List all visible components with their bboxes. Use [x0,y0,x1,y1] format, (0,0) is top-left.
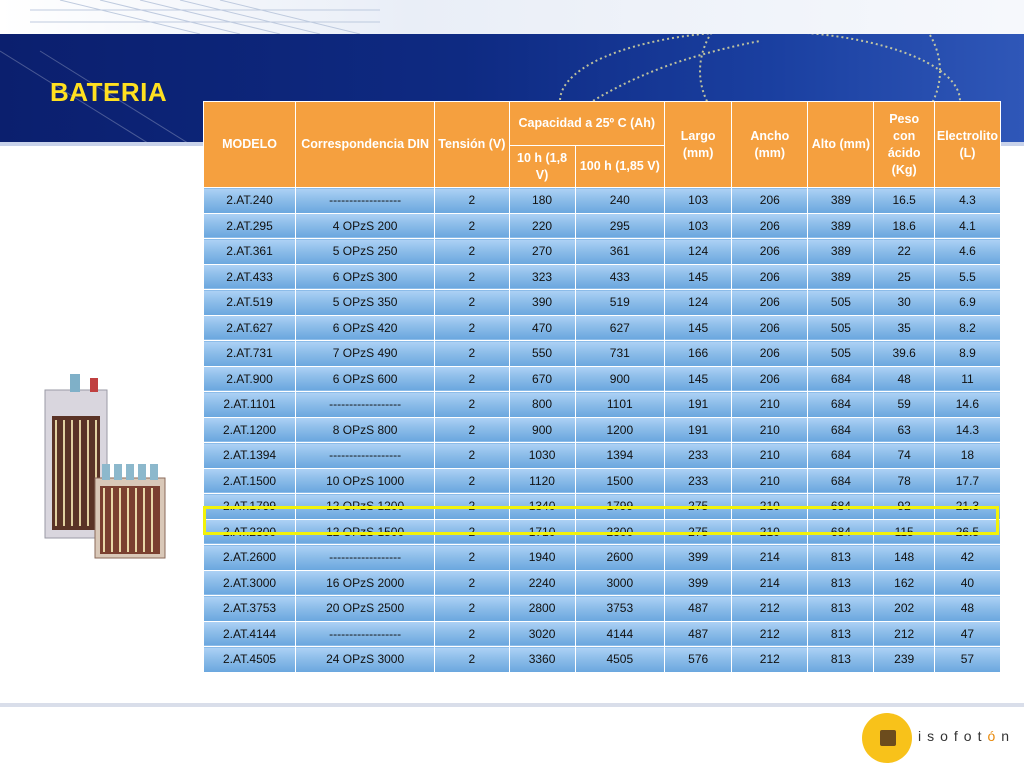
table-cell: 2 [435,188,509,214]
table-cell: 206 [732,213,808,239]
col-header-modelo: MODELO [204,102,296,188]
table-cell: 2600 [575,545,665,571]
table-row [204,468,1001,494]
col-header-electrolito: Electrolito (L) [934,102,1000,188]
battery-image [40,368,170,568]
table-cell: 2.AT.731 [204,341,296,367]
table-cell: 210 [732,392,808,418]
table-cell: 206 [732,341,808,367]
table-cell: 145 [665,315,732,341]
table-cell: 14.3 [934,417,1000,443]
table-cell: 2.AT.2300 [204,519,296,545]
table-row [204,596,1001,622]
table-cell: 4 OPzS 200 [296,213,435,239]
table-cell: 240 [575,188,665,214]
table-cell: 3753 [575,596,665,622]
table-cell: 124 [665,290,732,316]
table-cell: 4.6 [934,239,1000,265]
table-cell: 10 OPzS 1000 [296,468,435,494]
col-header-peso: Peso con ácido (Kg) [874,102,934,188]
table-cell: 2 [435,570,509,596]
footer-divider [0,703,1024,707]
table-cell: 24 OPzS 3000 [296,647,435,673]
table-cell: 270 [509,239,575,265]
table-cell: 361 [575,239,665,265]
table-cell: 1200 [575,417,665,443]
table-cell: 5 OPzS 250 [296,239,435,265]
table-cell: 627 [575,315,665,341]
table-cell: 1394 [575,443,665,469]
table-cell: 433 [575,264,665,290]
table-cell: 206 [732,366,808,392]
table-cell: 2.AT.1799 [204,494,296,520]
table-cell: 210 [732,468,808,494]
table-cell: 26.5 [934,519,1000,545]
page-title: BATERIA [50,77,168,107]
table-cell: 389 [808,239,874,265]
table-cell: 6 OPzS 300 [296,264,435,290]
table-cell: 2 [435,264,509,290]
table-cell: 212 [732,647,808,673]
table-cell: 6.9 [934,290,1000,316]
table-cell: ------------------ [296,545,435,571]
col-header-alto: Alto (mm) [808,102,874,188]
table-cell: 166 [665,341,732,367]
table-cell: 124 [665,239,732,265]
table-cell: ------------------ [296,188,435,214]
table-cell: 670 [509,366,575,392]
table-cell: 2.AT.4505 [204,647,296,673]
table-row [204,239,1001,265]
table-cell: 275 [665,494,732,520]
table-cell: 48 [934,596,1000,622]
table-cell: 16 OPzS 2000 [296,570,435,596]
col-header-largo: Largo (mm) [665,102,732,188]
table-cell: 1101 [575,392,665,418]
table-cell: 148 [874,545,934,571]
table-cell: 684 [808,392,874,418]
table-cell: 2 [435,417,509,443]
table-cell: 103 [665,213,732,239]
table-cell: 145 [665,264,732,290]
table-row [204,621,1001,647]
table-cell: 59 [874,392,934,418]
table-cell: 1120 [509,468,575,494]
table-cell: 2300 [575,519,665,545]
table-cell: 206 [732,239,808,265]
table-cell: 2 [435,392,509,418]
table-cell: 191 [665,417,732,443]
col-header-cap-10h: 10 h (1,8 V) [509,146,575,188]
table-cell: 4144 [575,621,665,647]
isofoton-logo-icon [862,713,912,763]
table-cell: 389 [808,188,874,214]
table-cell: 1940 [509,545,575,571]
table-cell: 2.AT.361 [204,239,296,265]
table-cell: 1710 [509,519,575,545]
col-header-capacidad: Capacidad a 25º C (Ah) [509,102,665,146]
table-cell: 8 OPzS 800 [296,417,435,443]
table-cell: 2 [435,468,509,494]
table-cell: 233 [665,468,732,494]
isofoton-logo-text: isofotón [918,728,1016,744]
col-header-din: Correspondencia DIN [296,102,435,188]
table-cell: 210 [732,417,808,443]
table-body [204,188,1001,673]
table-cell: 2.AT.3753 [204,596,296,622]
table-cell: 684 [808,468,874,494]
table-cell: 487 [665,596,732,622]
table-cell: 2240 [509,570,575,596]
table-cell: 74 [874,443,934,469]
table-cell: 684 [808,417,874,443]
table-cell: 47 [934,621,1000,647]
table-row [204,188,1001,214]
table-cell: 233 [665,443,732,469]
table-cell: 731 [575,341,665,367]
table-cell: 206 [732,315,808,341]
table-cell: 8.2 [934,315,1000,341]
table-row [204,341,1001,367]
table-cell: 212 [874,621,934,647]
table-cell: ------------------ [296,392,435,418]
col-header-ancho: Ancho (mm) [732,102,808,188]
table-cell: 1030 [509,443,575,469]
table-cell: 576 [665,647,732,673]
table-cell: 2 [435,213,509,239]
table-cell: 12 OPzS 1200 [296,494,435,520]
table-cell: 40 [934,570,1000,596]
table-cell: 505 [808,341,874,367]
table-cell: 5.5 [934,264,1000,290]
table-cell: 2 [435,443,509,469]
table-cell: 2 [435,647,509,673]
table-cell: 2.AT.1394 [204,443,296,469]
table-cell: 505 [808,315,874,341]
table-cell: 900 [575,366,665,392]
table-cell: 145 [665,366,732,392]
table-cell: 239 [874,647,934,673]
table-cell: 20 OPzS 2500 [296,596,435,622]
table-row [204,392,1001,418]
table-row [204,545,1001,571]
table-cell: 3360 [509,647,575,673]
table-cell: 900 [509,417,575,443]
table-cell: 295 [575,213,665,239]
table-cell: 2 [435,494,509,520]
table-cell: 2.AT.3000 [204,570,296,596]
table-cell: 35 [874,315,934,341]
table-cell: 12 OPzS 1500 [296,519,435,545]
table-cell: 487 [665,621,732,647]
table-cell: 684 [808,519,874,545]
table-cell: 800 [509,392,575,418]
table-row [204,213,1001,239]
table-cell: 6 OPzS 420 [296,315,435,341]
table-row [204,417,1001,443]
table-cell: 813 [808,596,874,622]
col-header-tension: Tensión (V) [435,102,509,188]
table-cell: 210 [732,519,808,545]
table-cell: 92 [874,494,934,520]
table-cell: 4.1 [934,213,1000,239]
table-cell: 18.6 [874,213,934,239]
table-cell: 399 [665,545,732,571]
table-cell: 202 [874,596,934,622]
table-cell: 813 [808,570,874,596]
table-row [204,570,1001,596]
table-cell: 4505 [575,647,665,673]
table-cell: 323 [509,264,575,290]
table-cell: 115 [874,519,934,545]
table-cell: 180 [509,188,575,214]
table-cell: 25 [874,264,934,290]
table-cell: 162 [874,570,934,596]
table-cell: 220 [509,213,575,239]
table-cell: 39.6 [874,341,934,367]
table-cell: 42 [934,545,1000,571]
table-cell: 2 [435,366,509,392]
table-cell: 2.AT.627 [204,315,296,341]
table-cell: 212 [732,596,808,622]
table-cell: 3000 [575,570,665,596]
table-cell: 7 OPzS 490 [296,341,435,367]
table-cell: ------------------ [296,621,435,647]
table-cell: 14.6 [934,392,1000,418]
table-cell: 2 [435,239,509,265]
table-cell: 684 [808,494,874,520]
table-cell: 684 [808,443,874,469]
highlighted-row-frame [203,506,999,535]
table-cell: 2 [435,545,509,571]
table-cell: 30 [874,290,934,316]
table-cell: 22 [874,239,934,265]
table-row [204,315,1001,341]
table-cell: 813 [808,621,874,647]
table-cell: 206 [732,264,808,290]
table-row [204,366,1001,392]
table-cell: 206 [732,290,808,316]
table-cell: 18 [934,443,1000,469]
table-cell: 214 [732,545,808,571]
table-cell: 3020 [509,621,575,647]
table-cell: 2.AT.1200 [204,417,296,443]
table-cell: 210 [732,443,808,469]
top-panel-background [0,0,1024,34]
table-cell: 2 [435,290,509,316]
table-cell: 2 [435,315,509,341]
table-cell: 813 [808,545,874,571]
table-cell: 2.AT.900 [204,366,296,392]
table-row [204,290,1001,316]
table-cell: 684 [808,366,874,392]
table-cell: 11 [934,366,1000,392]
table-cell: 550 [509,341,575,367]
table-cell: 2800 [509,596,575,622]
battery-specs-table [203,101,1001,673]
table-cell: 5 OPzS 350 [296,290,435,316]
table-cell: 2.AT.519 [204,290,296,316]
table-cell: 206 [732,188,808,214]
table-cell: 519 [575,290,665,316]
table-cell: 2.AT.1101 [204,392,296,418]
table-cell: 214 [732,570,808,596]
table-cell: 212 [732,621,808,647]
table-cell: 2.AT.433 [204,264,296,290]
table-cell: 470 [509,315,575,341]
table-cell: 1500 [575,468,665,494]
table-cell: 48 [874,366,934,392]
col-header-cap-100h: 100 h (1,85 V) [575,146,665,188]
table-cell: 275 [665,519,732,545]
table-cell: 8.9 [934,341,1000,367]
table-cell: 21.3 [934,494,1000,520]
table-cell: 2 [435,519,509,545]
table-cell: 4.3 [934,188,1000,214]
table-cell: 191 [665,392,732,418]
table-cell: 103 [665,188,732,214]
table-cell: 78 [874,468,934,494]
table-cell: 6 OPzS 600 [296,366,435,392]
table-cell: 210 [732,494,808,520]
table-cell: 2.AT.2600 [204,545,296,571]
table-cell: 2 [435,341,509,367]
table-cell: 1340 [509,494,575,520]
table-cell: 63 [874,417,934,443]
table-cell: 505 [808,290,874,316]
table-cell: 2.AT.4144 [204,621,296,647]
solar-panel-graphic [0,0,380,34]
table-cell: 2 [435,596,509,622]
table-cell: 813 [808,647,874,673]
table-cell: 389 [808,264,874,290]
table-cell: 16.5 [874,188,934,214]
table-row [204,443,1001,469]
table-cell: 57 [934,647,1000,673]
table-cell: 2.AT.240 [204,188,296,214]
table-cell: 399 [665,570,732,596]
table-cell: 2 [435,621,509,647]
table-cell: 389 [808,213,874,239]
table-cell: 2.AT.295 [204,213,296,239]
table-cell: 390 [509,290,575,316]
table-row [204,264,1001,290]
table-cell: 17.7 [934,468,1000,494]
table-row [204,647,1001,673]
table-cell: 1799 [575,494,665,520]
table-cell: ------------------ [296,443,435,469]
table-cell: 2.AT.1500 [204,468,296,494]
